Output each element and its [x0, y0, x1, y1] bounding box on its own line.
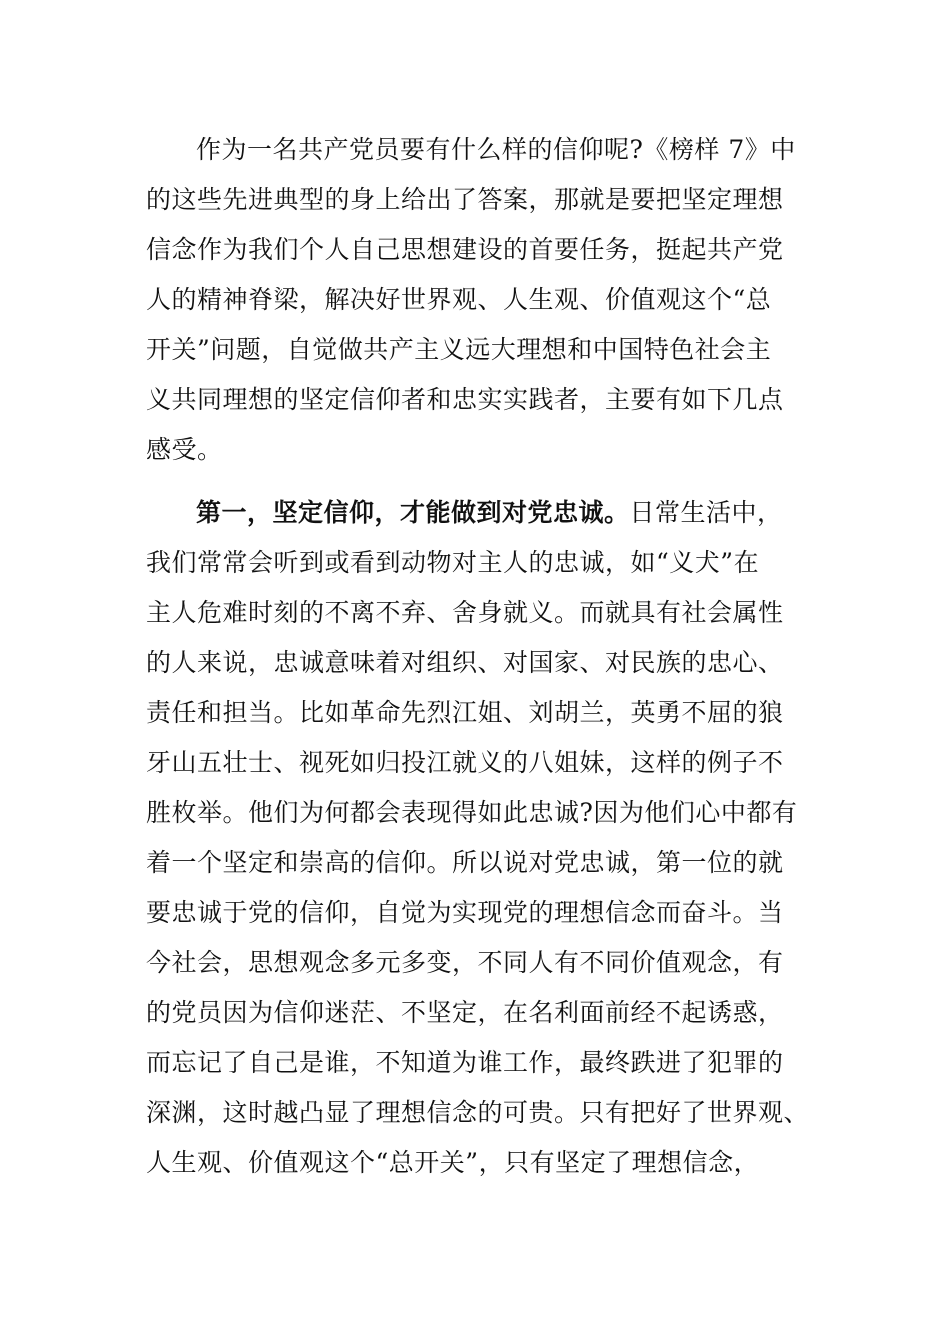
text-line: 要忠诚于党的信仰，自觉为实现党的理想信念而奋斗。当 — [146, 898, 784, 927]
text-line: 义共同理想的坚定信仰者和忠实实践者，主要有如下几点 — [146, 385, 784, 414]
point-heading: 第一，坚定信仰，才能做到对党忠诚。 — [196, 498, 630, 527]
text-line: 感受。 — [146, 435, 223, 464]
point-heading-continuation: 日常生活中， — [629, 498, 783, 527]
text-line: 的党员因为信仰迷茫、不坚定，在名利面前经不起诱惑， — [146, 998, 784, 1027]
paragraph-intro — [146, 125, 810, 475]
text-line: 主人危难时刻的不离不弃、舍身就义。而就具有社会属性 — [146, 598, 784, 627]
paragraph-first-point — [146, 488, 810, 1188]
text-line: 而忘记了自己是谁，不知道为谁工作，最终跌进了犯罪的 — [146, 1048, 784, 1077]
text-line: 的人来说，忠诚意味着对组织、对国家、对民族的忠心、 — [146, 648, 784, 677]
text-line: 着一个坚定和崇高的信仰。所以说对党忠诚，第一位的就 — [146, 848, 784, 877]
text-line: 责任和担当。比如革命先烈江姐、刘胡兰，英勇不屈的狼 — [146, 698, 784, 727]
text-line: 牙山五壮士、视死如归投江就义的八姐妹，这样的例子不 — [146, 748, 784, 777]
text-line: 开关”问题，自觉做共产主义远大理想和中国特色社会主 — [146, 335, 772, 364]
text-line: 深渊，这时越凸显了理想信念的可贵。只有把好了世界观、 — [146, 1098, 810, 1127]
text-line: 我们常常会听到或看到动物对主人的忠诚，如“义犬”在 — [146, 548, 760, 577]
text-line: 作为一名共产党员要有什么样的信仰呢?《榜样 7》中 — [196, 135, 796, 164]
text-line: 人的精神脊梁，解决好世界观、人生观、价值观这个“总 — [146, 285, 772, 314]
text-line: 的这些先进典型的身上给出了答案，那就是要把坚定理想 — [146, 185, 784, 214]
text-line: 信念作为我们个人自己思想建设的首要任务，挺起共产党 — [146, 235, 784, 264]
text-line: 人生观、价值观这个“总开关”，只有坚定了理想信念， — [146, 1148, 760, 1177]
text-line: 胜枚举。他们为何都会表现得如此忠诚?因为他们心中都有 — [146, 798, 798, 827]
text-line — [146, 488, 810, 538]
text-line: 今社会，思想观念多元多变，不同人有不同价值观念，有 — [146, 948, 784, 977]
